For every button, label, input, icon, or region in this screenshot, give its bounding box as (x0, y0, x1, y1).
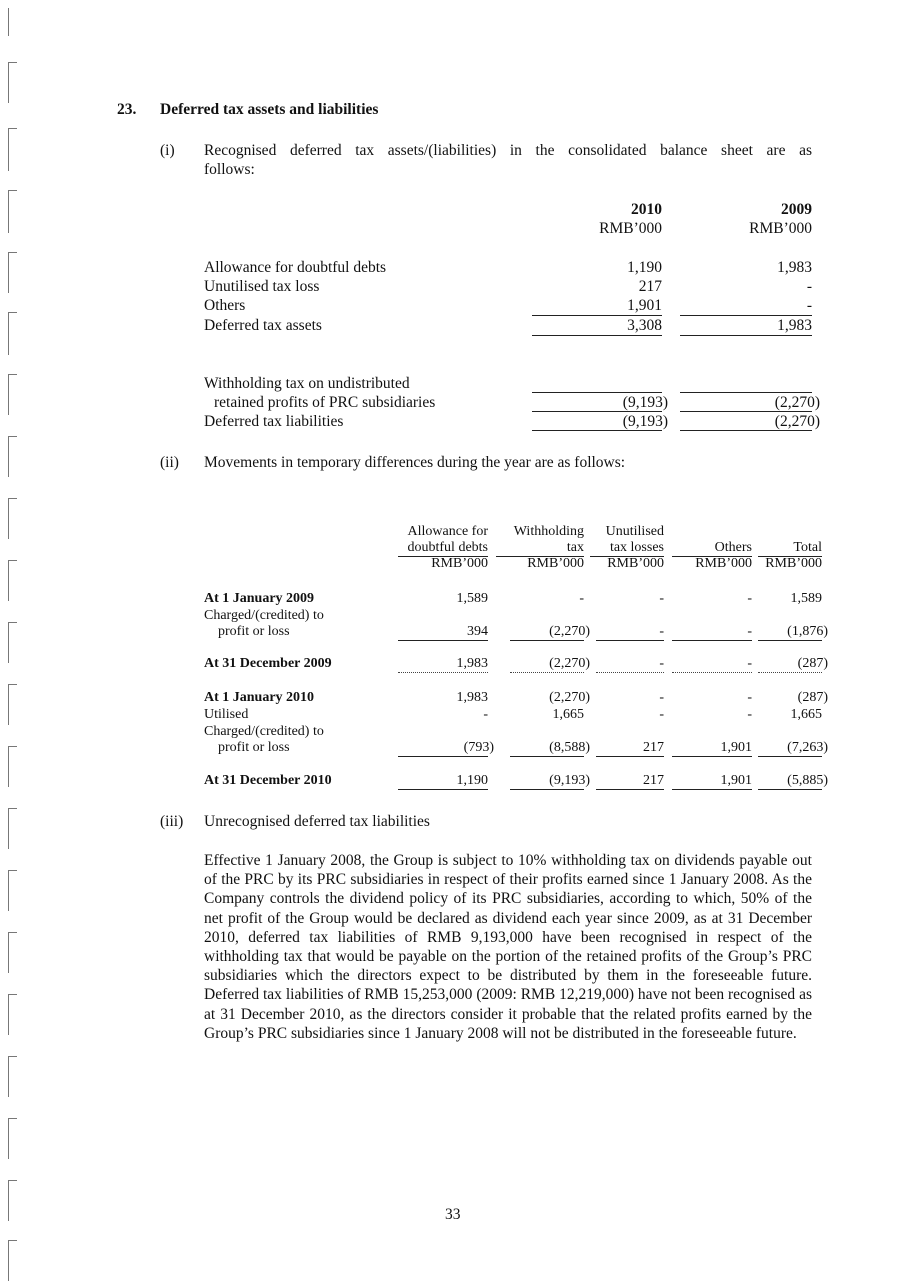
movement-row-label: At 31 December 2010 (204, 773, 332, 788)
movement-cell: (5,885) (787, 773, 828, 788)
movement-cell: (7,263) (787, 740, 828, 755)
liability-total-label: Deferred tax liabilities (204, 413, 344, 430)
header-unit: RMB’000 (765, 556, 822, 571)
movement-cell: 1,983 (456, 656, 488, 671)
movement-rule (398, 640, 488, 641)
header-line2: doubtful debts (407, 540, 488, 555)
movement-rule (398, 789, 488, 790)
movement-cell: (2,270) (549, 690, 590, 705)
movement-row-label: Charged/(credited) to (204, 608, 324, 623)
liability-label-line1: Withholding tax on undistributed (204, 375, 410, 392)
movement-cell: 1,589 (456, 591, 488, 606)
asset-total-2010: 3,308 (627, 317, 662, 334)
movement-rule (398, 672, 488, 673)
asset-row-value-2010: 1,190 (627, 259, 662, 276)
header-line2: tax (566, 540, 584, 555)
movement-cell: (287) (797, 656, 828, 671)
part-i-label: (i) (160, 142, 175, 159)
asset-row-value-2010: 1,901 (627, 297, 662, 314)
movement-rule (672, 640, 752, 641)
total-rule (680, 335, 812, 336)
movement-rule (596, 672, 664, 673)
col-header-2010: 2010 (631, 201, 662, 218)
movement-rule (510, 672, 584, 673)
movement-cell: - (747, 591, 752, 606)
section-number: 23. (117, 101, 137, 118)
movement-rule (510, 756, 584, 757)
movement-cell: - (483, 707, 488, 722)
part-iii-paragraph: Effective 1 January 2008, the Group is subject to 10% withholding tax on dividends payable out of the PRC by its PRC subsidiaries in respect of their profits earned since 1 January 2008. As the Company controls the dividend policy of its PRC subsidiaries, according to which, 50% of the net profit of the Group would be declared as dividend each year since 2009, as at 31 December 2010, deferred tax liabilities of RMB 9,193,000 have been recognised in respect of the withholding tax that would be payable on the portion of the retained profits of the Group’s PRC subsidiaries which the directors expect to be distributed by them in the foreseeable future. Deferred tax liabilities of RMB 15,253,000 (2009: RMB 12,219,000) have not been recognised as at 31 December 2010, as the directors consider it probable that the related profits earned by the Group’s PRC subsidiaries since 1 January 2008 will not be distributed in the foreseeable future. (204, 852, 812, 1042)
movement-cell: (793) (463, 740, 494, 755)
movement-row-label: Charged/(credited) to (204, 724, 324, 739)
liability-rule (680, 430, 812, 431)
liability-rule (532, 430, 662, 431)
movement-row-label: At 1 January 2009 (204, 591, 315, 606)
header-unit: RMB’000 (695, 556, 752, 571)
asset-row-value-2009: - (806, 297, 812, 314)
movement-row-label: At 1 January 2010 (204, 690, 315, 705)
part-i-intro-line1: Recognised deferred tax assets/(liabilities) in the consolidated balance sheet are as (204, 142, 812, 159)
movement-row-label: At 31 December 2009 (204, 656, 332, 671)
movement-cell: (287) (797, 690, 828, 705)
movement-rule (596, 756, 664, 757)
movement-cell: - (659, 656, 664, 671)
movement-rule (510, 640, 584, 641)
liability-value-2009: (2,270) (774, 394, 820, 411)
movement-cell: (9,193) (549, 773, 590, 788)
part-i-intro-line2: follows: (204, 161, 255, 178)
header-line1: Allowance for (407, 524, 488, 539)
movement-row-label: profit or loss (218, 624, 290, 639)
part-iii-title: Unrecognised deferred tax liabilities (204, 813, 430, 830)
movement-cell: (2,270) (549, 624, 590, 639)
col-unit-2009: RMB’000 (749, 220, 812, 237)
movement-cell: 394 (467, 624, 488, 639)
movement-rule (596, 640, 664, 641)
part-ii-intro: Movements in temporary differences during the year are as follows: (204, 454, 626, 471)
asset-row-value-2009: - (806, 278, 812, 295)
movement-rule (596, 789, 664, 790)
page-number: 33 (445, 1206, 461, 1223)
movement-cell: - (579, 591, 584, 606)
movement-cell: 1,901 (720, 740, 752, 755)
movement-rule (510, 789, 584, 790)
col-header-2009: 2009 (781, 201, 812, 218)
movement-cell: - (659, 690, 664, 705)
header-unit: RMB’000 (431, 556, 488, 571)
asset-row-value-2009: 1,983 (777, 259, 812, 276)
asset-row-label: Others (204, 297, 246, 314)
movement-rule (758, 672, 822, 673)
asset-row-label: Unutilised tax loss (204, 278, 320, 295)
movement-cell: 1,190 (456, 773, 488, 788)
header-unit: RMB’000 (527, 556, 584, 571)
movement-cell: (8,588) (549, 740, 590, 755)
movement-rule (672, 756, 752, 757)
movement-cell: - (747, 707, 752, 722)
liability-total-2009: (2,270) (774, 413, 820, 430)
movement-cell: 1,665 (790, 707, 822, 722)
movement-cell: 217 (643, 740, 664, 755)
liability-label-line2: retained profits of PRC subsidiaries (214, 394, 436, 411)
movement-cell: - (659, 591, 664, 606)
part-iii-label: (iii) (160, 813, 184, 830)
movement-rule (758, 789, 822, 790)
movement-cell: 1,589 (790, 591, 822, 606)
asset-row-label: Allowance for doubtful debts (204, 259, 387, 276)
movement-cell: (2,270) (549, 656, 590, 671)
movement-cell: - (747, 624, 752, 639)
header-line1: Unutilised (605, 524, 664, 539)
asset-row-value-2010: 217 (638, 278, 662, 295)
movement-cell: 1,983 (456, 690, 488, 705)
asset-total-2009: 1,983 (777, 317, 812, 334)
header-line2: tax losses (609, 540, 664, 555)
header-unit: RMB’000 (607, 556, 664, 571)
movement-cell: - (747, 690, 752, 705)
total-rule (532, 335, 662, 336)
asset-total-label: Deferred tax assets (204, 317, 322, 334)
movement-rule (398, 756, 488, 757)
movement-cell: 217 (643, 773, 664, 788)
movement-rule (672, 789, 752, 790)
header-line1: Withholding (513, 524, 584, 539)
movement-cell: - (747, 656, 752, 671)
movement-cell: - (659, 624, 664, 639)
movement-cell: 1,901 (720, 773, 752, 788)
header-line2: Total (793, 540, 822, 555)
col-unit-2010: RMB’000 (599, 220, 662, 237)
movement-rule (758, 756, 822, 757)
movement-cell: 1,665 (552, 707, 584, 722)
movement-rule (672, 672, 752, 673)
movement-cell: - (659, 707, 664, 722)
movement-row-label: Utilised (204, 707, 249, 722)
movement-rule (758, 640, 822, 641)
header-line2: Others (714, 540, 752, 555)
liability-value-2010: (9,193) (622, 394, 668, 411)
liability-total-2010: (9,193) (622, 413, 668, 430)
movement-row-label: profit or loss (218, 740, 290, 755)
movement-cell: (1,876) (787, 624, 828, 639)
part-ii-label: (ii) (160, 454, 179, 471)
section-title: Deferred tax assets and liabilities (160, 101, 379, 118)
